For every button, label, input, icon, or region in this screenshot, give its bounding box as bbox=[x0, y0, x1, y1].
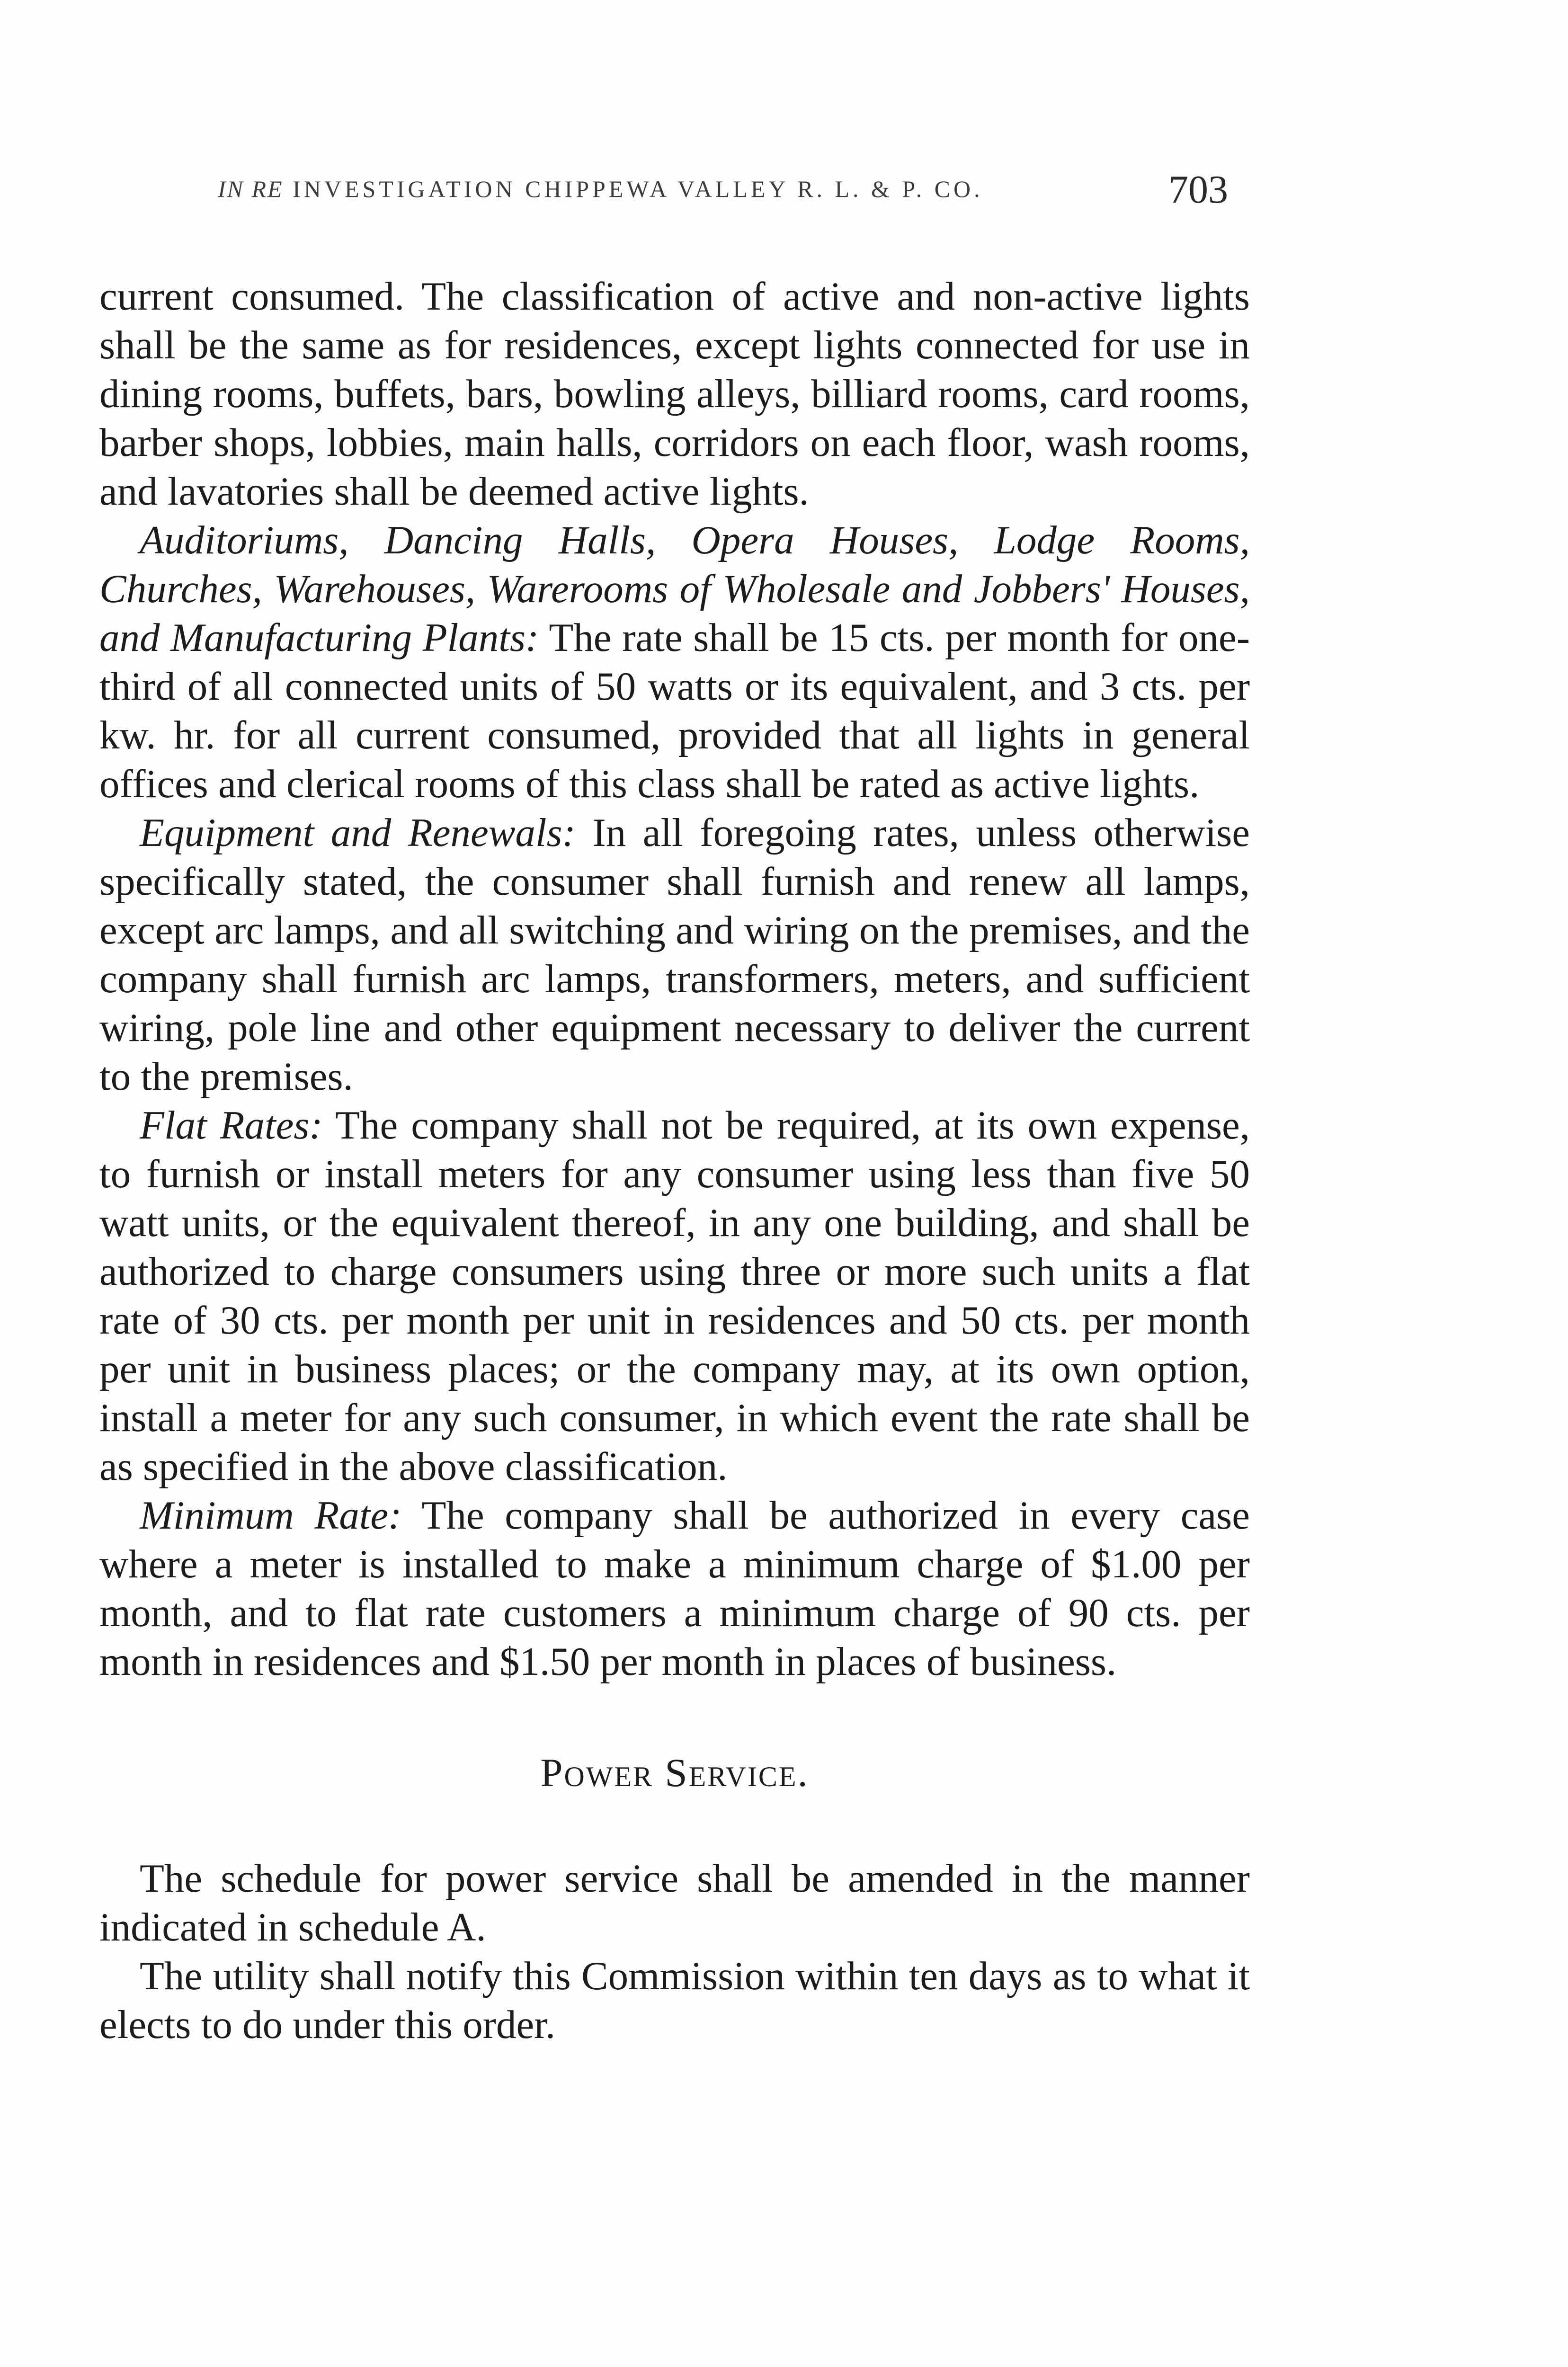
paragraph-flat-rates bbox=[99, 1101, 1250, 1491]
paragraph-text: The rate shall be 15 cts. per month for one-third of all connected units of 50 watts or its equivalent, and 3 cts. per kw. hr. for all current consumed, provided that all lights in general offices and clerical rooms of this class shall be rated as active lights. bbox=[99, 615, 1250, 806]
running-head-title: INVESTIGATION CHIPPEWA VALLEY R. L. & P. CO. bbox=[293, 176, 983, 202]
page-number: 703 bbox=[1168, 168, 1228, 212]
paragraph-heading: Flat Rates: bbox=[140, 1103, 323, 1148]
paragraph-equipment bbox=[99, 809, 1250, 1101]
paragraph-continuation bbox=[99, 272, 1250, 516]
paragraph-minimum-rate bbox=[99, 1491, 1250, 1686]
paragraph-heading: Auditoriums, Dancing Halls, Opera Houses, Lodge Rooms, Churches, Warehouses, Warerooms of Wholesale and Jobbers' Houses, and Manufacturing Plants: bbox=[99, 518, 1250, 660]
paragraph-heading: Minimum Rate: bbox=[140, 1493, 402, 1538]
paragraph-text: The company shall not be required, at its own expense, to furnish or install meters for any consumer using less than five 50 watt units, or the equivalent thereof, in any one building, and shall be authorized to charge consumers using three or more such units a flat rate of 30 cts. per month per unit in residences and 50 cts. per month per unit in business places; or the company may, at its own option, install a meter for any such consumer, in which event the rate shall be as specified in the above classification. bbox=[99, 1103, 1250, 1489]
paragraph-heading: Equipment and Renewals: bbox=[140, 810, 576, 855]
body-text bbox=[99, 272, 1250, 2049]
running-head bbox=[218, 175, 983, 203]
paragraph-auditoriums bbox=[99, 516, 1250, 809]
paragraph-text: The company shall be authorized in every case where a meter is installed to make a minimum charge of $1.00 per month, and to flat rate customers a minimum charge of 90 cts. per month in residences and $1.50 per month in places of business. bbox=[99, 1493, 1250, 1684]
running-head-prefix: IN RE bbox=[218, 176, 284, 202]
paragraph-notify: The utility shall notify this Commission within ten days as to what it elects to do under this order. bbox=[99, 1954, 1250, 2047]
paragraph-text: In all foregoing rates, unless otherwise specifically stated, the consumer shall furnish and renew all lamps, except arc lamps, and all switching and wiring on the premises, and the company shall furnish arc lamps, transformers, meters, and sufficient wiring, pole line and other equipment necessary to deliver the current to the premises. bbox=[99, 810, 1250, 1099]
paragraph-text: current consumed. The classification of active and non-active lights shall be the same as for residences, except lights connected for use in dining rooms, buffets, bars, bowling alleys, billiard rooms, card rooms, barber shops, lobbies, main halls, corridors on each floor, wash rooms, and lavatories shall be deemed active lights. bbox=[99, 274, 1250, 514]
section-heading: Power Service. bbox=[540, 1751, 809, 1795]
paragraph-power-schedule: The schedule for power service shall be amended in the manner indicated in schedule A. bbox=[99, 1856, 1250, 1949]
